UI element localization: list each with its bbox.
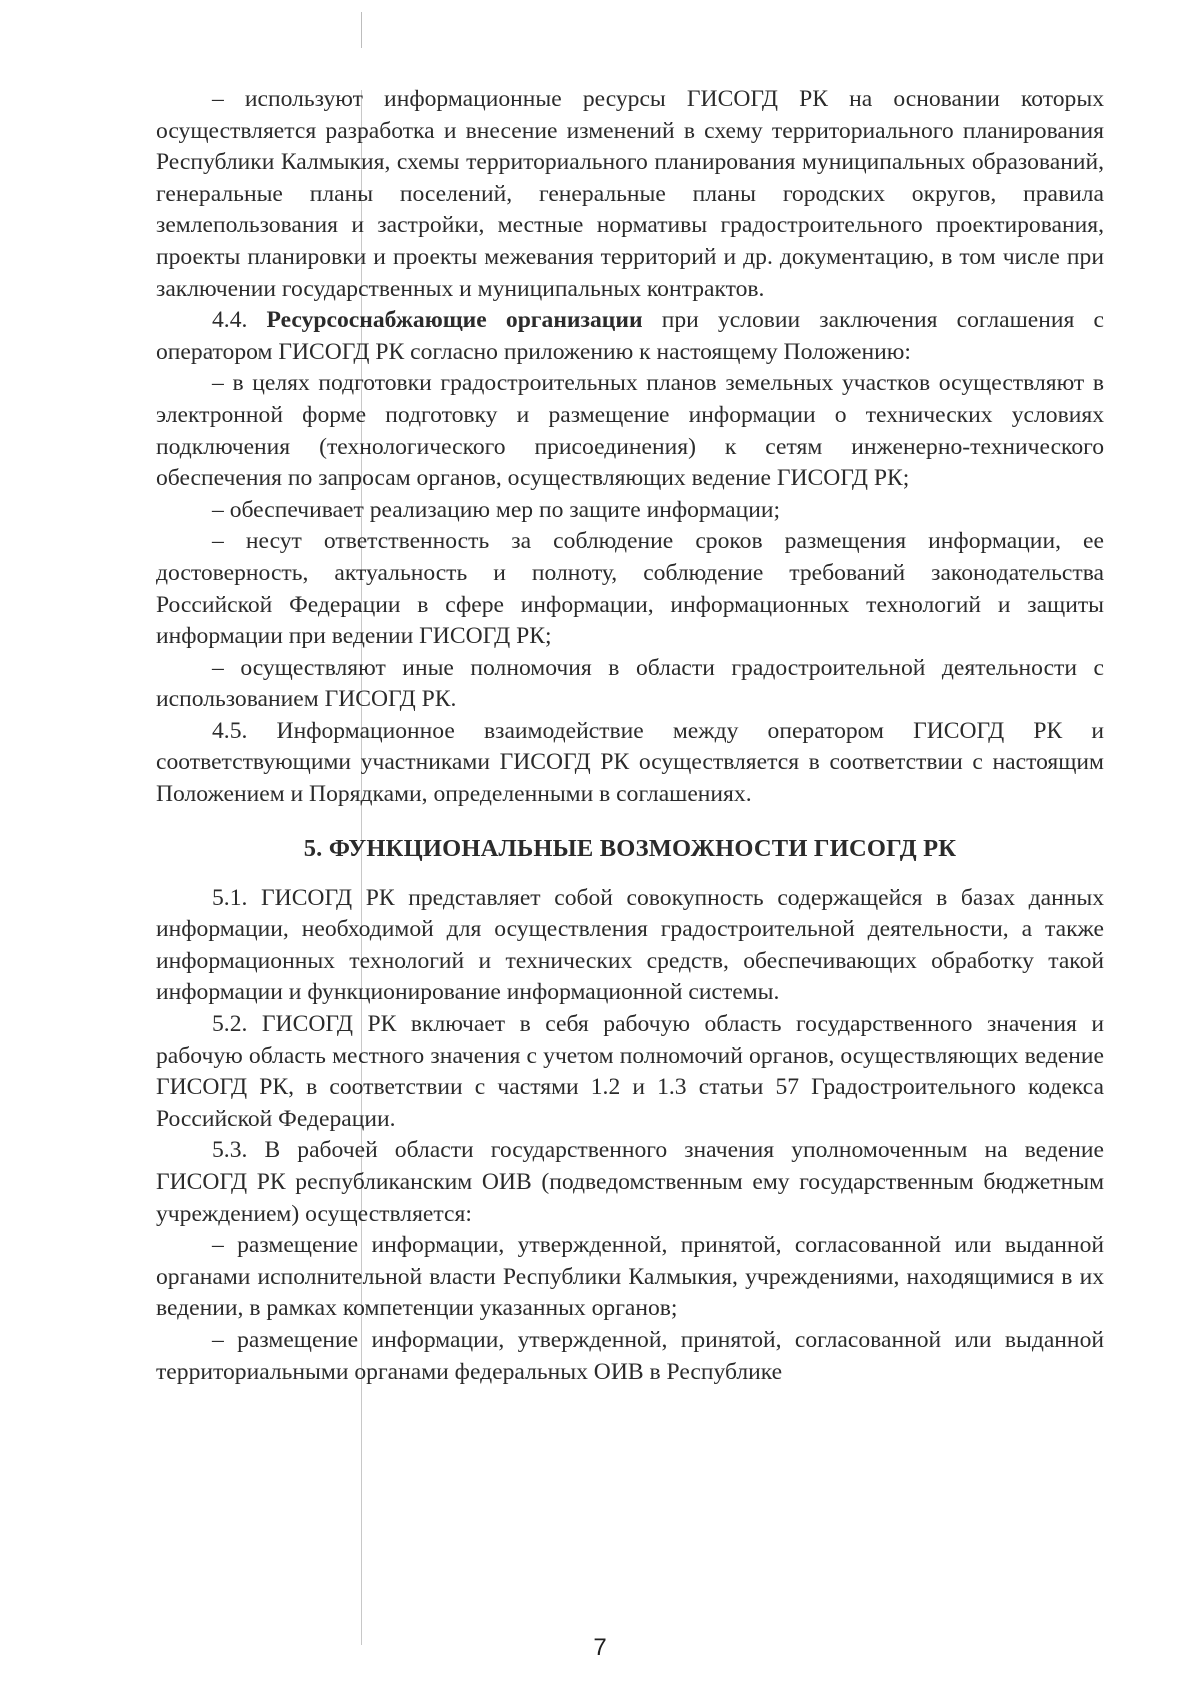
page-number: 7 bbox=[593, 1634, 607, 1661]
paragraph-5-1: 5.1. ГИСОГД РК представляет собой совокупность содержащейся в базах данных информации, необходимой для осуществления градостроительной деятельности, а также информационных технологий и технических средств, обеспечивающих обработку такой информации и функционирование информационной системы. bbox=[156, 884, 1104, 1006]
section-title: 5. ФУНКЦИОНАЛЬНЫЕ ВОЗМОЖНОСТИ ГИСОГД РК bbox=[303, 834, 957, 862]
paragraph-placement-federal: – размещение информации, утвержденной, принятой, согласованной или выданной территориальными органами федеральных ОИВ в Республике bbox=[156, 1326, 1104, 1385]
paragraph-4-4-bold: Ресурсоснабжающие организации bbox=[266, 307, 643, 334]
paragraph-4-4-text: при условии заключения соглашения с оператором ГИСОГД РК согласно приложению к настоящему Положению: bbox=[156, 307, 1105, 365]
paragraph-technical-conditions: – в целях подготовки градостроительных планов земельных участков осуществляют в электронной форме подготовку и размещение информации о технических условиях подключения (технологического присоединения) к сетям инженерно-технического обеспечения по запросам органов, осуществляющих ведение ГИСОГД РК; bbox=[156, 370, 1104, 492]
paragraph-other-powers: – осуществляют иные полномочия в области градостроительной деятельности с использованием ГИСОГД РК. bbox=[156, 654, 1104, 713]
paragraph-placement-regional: – размещение информации, утвержденной, принятой, согласованной или выданной органами исполнительной власти Республики Калмыкия, учреждениями, находящимися в их ведении, в рамках компетенции указанных органов; bbox=[156, 1232, 1104, 1322]
document-page bbox=[156, 84, 1104, 1388]
scan-artifact-line-top bbox=[361, 12, 362, 48]
paragraph-4-5: 4.5. Информационное взаимодействие между оператором ГИСОГД РК и соответствующими участниками ГИСОГД РК осуществляется в соответствии с настоящим Положением и Порядками, определенными в соглашениях. bbox=[156, 717, 1104, 808]
paragraph-protection-measures: – обеспечивает реализацию мер по защите информации; bbox=[212, 496, 781, 523]
paragraph-resources-usage: – используют информационные ресурсы ГИСОГД РК на основании которых осуществляется разработка и внесение изменений в схему территориального планирования Республики Калмыкия, схемы территориального планирования муниципальных образований, генеральные планы поселений, генеральные планы городских округов, правила землепользования и застройки, местные нормативы градостроительного проектирования, проекты планировки и проекты межевания территорий и др. документацию, в том числе при заключении государственных и муниципальных контрактов. bbox=[156, 86, 1104, 302]
paragraph-4-4-number: 4.4. bbox=[212, 307, 248, 334]
paragraph-5-3: 5.3. В рабочей области государственного значения уполномоченным на ведение ГИСОГД РК республиканским ОИВ (подведомственным ему государственным бюджетным учреждением) осуществляется: bbox=[156, 1137, 1104, 1227]
paragraph-responsibility: – несут ответственность за соблюдение сроков размещения информации, ее достоверность, актуальность и полноту, соблюдение требований законодательства Российской Федерации в сфере информации, информационных технологий и защиты информации при ведении ГИСОГД РК; bbox=[156, 528, 1104, 650]
paragraph-4-4 bbox=[156, 305, 1104, 368]
paragraph-5-2: 5.2. ГИСОГД РК включает в себя рабочую область государственного значения и рабочую область местного значения с учетом полномочий органов, осуществляющих ведение ГИСОГД РК, в соответствии с частями 1.2 и 1.3 статьи 57 Градостроительного кодекса Российской Федерации. bbox=[156, 1011, 1104, 1132]
